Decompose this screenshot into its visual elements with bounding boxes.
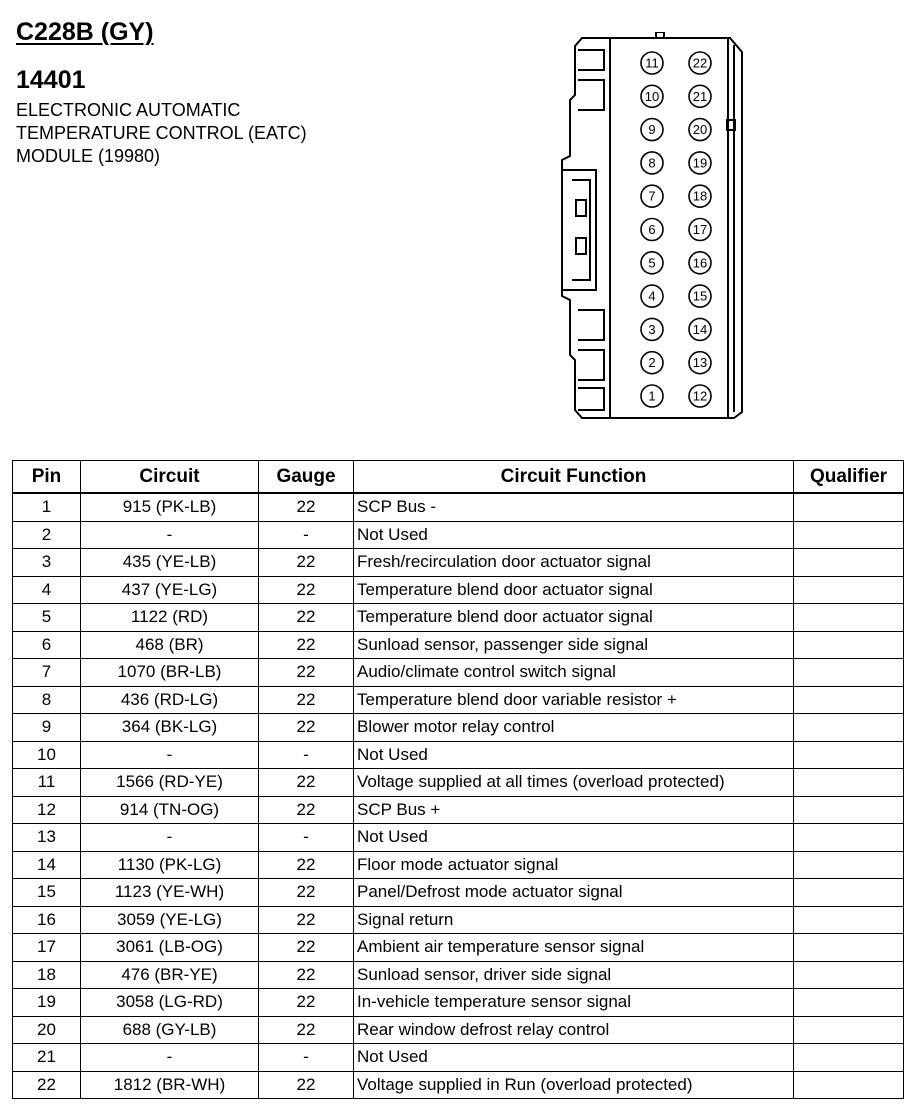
pin-cell: 5 (13, 604, 81, 632)
table-row (13, 1071, 904, 1099)
function-cell: In-vehicle temperature sensor signal (354, 989, 794, 1017)
module-description-line-2: TEMPERATURE CONTROL (EATC) (16, 123, 307, 143)
pin-cell: 21 (13, 1044, 81, 1072)
table-row (13, 659, 904, 687)
pin-cell: 18 (13, 961, 81, 989)
circuit-cell: 3061 (LB-OG) (81, 934, 259, 962)
gauge-cell: 22 (259, 686, 354, 714)
header-qualifier: Qualifier (794, 461, 904, 494)
table-row (13, 989, 904, 1017)
circuit-cell: 435 (YE-LB) (81, 549, 259, 577)
circuit-cell: 1566 (RD-YE) (81, 769, 259, 797)
pin-cavity-label: 18 (692, 188, 708, 204)
part-number: 14401 (16, 66, 86, 94)
qualifier-cell (794, 989, 904, 1017)
function-cell: SCP Bus - (354, 493, 794, 521)
gauge-cell: 22 (259, 714, 354, 742)
pin-cell: 7 (13, 659, 81, 687)
pin-cavity-label: 13 (692, 355, 708, 371)
pin-cell: 13 (13, 824, 81, 852)
qualifier-cell (794, 1071, 904, 1099)
function-cell: Floor mode actuator signal (354, 851, 794, 879)
qualifier-cell (794, 493, 904, 521)
table-row (13, 879, 904, 907)
pin-cavity-label: 8 (648, 155, 656, 171)
table-row (13, 906, 904, 934)
table-row (13, 769, 904, 797)
table-row (13, 631, 904, 659)
gauge-cell: 22 (259, 1016, 354, 1044)
qualifier-cell (794, 521, 904, 549)
pin-cell: 17 (13, 934, 81, 962)
qualifier-cell (794, 879, 904, 907)
qualifier-cell (794, 824, 904, 852)
circuit-cell: - (81, 1044, 259, 1072)
pin-cell: 8 (13, 686, 81, 714)
pin-cavity-label: 22 (692, 55, 708, 71)
pin-cavity-label: 3 (648, 321, 656, 337)
pin-cavity-label: 9 (648, 122, 656, 138)
gauge-cell: 22 (259, 961, 354, 989)
gauge-cell: 22 (259, 576, 354, 604)
qualifier-cell (794, 604, 904, 632)
function-cell: Not Used (354, 521, 794, 549)
pin-cavity-label: 12 (692, 388, 708, 404)
qualifier-cell (794, 961, 904, 989)
qualifier-cell (794, 686, 904, 714)
pin-cell: 20 (13, 1016, 81, 1044)
circuit-cell: - (81, 824, 259, 852)
header-pin: Pin (13, 461, 81, 494)
pin-cavity-label: 21 (692, 88, 708, 104)
header-circuit: Circuit (81, 461, 259, 494)
circuit-cell: 1122 (RD) (81, 604, 259, 632)
table-row (13, 1044, 904, 1072)
pin-cavity-label: 10 (644, 88, 660, 104)
circuit-cell: 1070 (BR-LB) (81, 659, 259, 687)
pin-cavity-label: 1 (648, 388, 656, 404)
circuit-cell: 476 (BR-YE) (81, 961, 259, 989)
function-cell: Ambient air temperature sensor signal (354, 934, 794, 962)
qualifier-cell (794, 741, 904, 769)
pin-cell: 14 (13, 851, 81, 879)
table-row (13, 686, 904, 714)
pin-cell: 4 (13, 576, 81, 604)
gauge-cell: - (259, 521, 354, 549)
pin-cavity-label: 20 (692, 122, 708, 138)
gauge-cell: 22 (259, 879, 354, 907)
table-row (13, 604, 904, 632)
gauge-cell: 22 (259, 549, 354, 577)
gauge-cell: 22 (259, 906, 354, 934)
table-row (13, 741, 904, 769)
circuit-cell: 1123 (YE-WH) (81, 879, 259, 907)
pin-cell: 9 (13, 714, 81, 742)
circuit-cell: 1812 (BR-WH) (81, 1071, 259, 1099)
table-row (13, 549, 904, 577)
qualifier-cell (794, 934, 904, 962)
circuit-cell: 364 (BK-LG) (81, 714, 259, 742)
table-header-row (13, 461, 904, 494)
pin-cavity-label: 6 (648, 222, 656, 237)
function-cell: Rear window defrost relay control (354, 1016, 794, 1044)
gauge-cell: - (259, 824, 354, 852)
gauge-cell: 22 (259, 796, 354, 824)
gauge-cell: - (259, 741, 354, 769)
qualifier-cell (794, 714, 904, 742)
function-cell: Sunload sensor, driver side signal (354, 961, 794, 989)
qualifier-cell (794, 631, 904, 659)
circuit-cell: 688 (GY-LB) (81, 1016, 259, 1044)
qualifier-cell (794, 576, 904, 604)
qualifier-cell (794, 1044, 904, 1072)
pin-cell: 2 (13, 521, 81, 549)
circuit-cell: 3058 (LG-RD) (81, 989, 259, 1017)
pin-cavity-label: 16 (692, 255, 708, 271)
table-row (13, 521, 904, 549)
pin-cell: 3 (13, 549, 81, 577)
function-cell: Not Used (354, 741, 794, 769)
qualifier-cell (794, 659, 904, 687)
function-cell: Fresh/recirculation door actuator signal (354, 549, 794, 577)
table-row (13, 1016, 904, 1044)
table-row (13, 796, 904, 824)
table-row (13, 824, 904, 852)
pin-cavity-label: 7 (648, 188, 656, 204)
gauge-cell: 22 (259, 604, 354, 632)
pinout-table (12, 460, 904, 1099)
pin-cell: 19 (13, 989, 81, 1017)
connector-id: C228B (GY) (16, 18, 154, 46)
gauge-cell: 22 (259, 851, 354, 879)
function-cell: Not Used (354, 1044, 794, 1072)
module-description-line-3: MODULE (19980) (16, 146, 161, 166)
gauge-cell: 22 (259, 934, 354, 962)
pin-cell: 1 (13, 493, 81, 521)
gauge-cell: 22 (259, 1071, 354, 1099)
function-cell: Voltage supplied in Run (overload protected) (354, 1071, 794, 1099)
circuit-cell: 468 (BR) (81, 631, 259, 659)
function-cell: SCP Bus + (354, 796, 794, 824)
table-row (13, 576, 904, 604)
function-cell: Voltage supplied at all times (overload protected) (354, 769, 794, 797)
function-cell: Blower motor relay control (354, 714, 794, 742)
gauge-cell: 22 (259, 631, 354, 659)
gauge-cell: 22 (259, 493, 354, 521)
qualifier-cell (794, 769, 904, 797)
circuit-cell: 1130 (PK-LG) (81, 851, 259, 879)
circuit-cell: - (81, 521, 259, 549)
function-cell: Audio/climate control switch signal (354, 659, 794, 687)
function-cell: Sunload sensor, passenger side signal (354, 631, 794, 659)
gauge-cell: 22 (259, 769, 354, 797)
function-cell: Temperature blend door actuator signal (354, 604, 794, 632)
circuit-cell: 914 (TN-OG) (81, 796, 259, 824)
qualifier-cell (794, 1016, 904, 1044)
pin-cavity-label: 11 (645, 55, 659, 71)
qualifier-cell (794, 906, 904, 934)
function-cell: Signal return (354, 906, 794, 934)
pin-cavity-label: 14 (692, 321, 708, 337)
function-cell: Not Used (354, 824, 794, 852)
circuit-cell: 437 (YE-LG) (81, 576, 259, 604)
table-row (13, 961, 904, 989)
circuit-cell: - (81, 741, 259, 769)
circuit-cell: 436 (RD-LG) (81, 686, 259, 714)
function-cell: Panel/Defrost mode actuator signal (354, 879, 794, 907)
pin-cavity-label: 2 (648, 355, 656, 371)
table-row (13, 934, 904, 962)
pin-cavity-label: 4 (648, 288, 656, 304)
pin-cell: 16 (13, 906, 81, 934)
pin-cell: 22 (13, 1071, 81, 1099)
table-row (13, 714, 904, 742)
table-row (13, 493, 904, 521)
pin-cavity-label: 5 (648, 255, 656, 271)
pin-cell: 10 (13, 741, 81, 769)
pin-cell: 12 (13, 796, 81, 824)
pin-cell: 11 (13, 769, 81, 797)
gauge-cell: - (259, 1044, 354, 1072)
gauge-cell: 22 (259, 989, 354, 1017)
circuit-cell: 915 (PK-LB) (81, 493, 259, 521)
pin-cell: 6 (13, 631, 81, 659)
qualifier-cell (794, 851, 904, 879)
header-gauge: Gauge (259, 461, 354, 494)
function-cell: Temperature blend door variable resistor + (354, 686, 794, 714)
module-description-line-1: ELECTRONIC AUTOMATIC (16, 100, 241, 120)
pin-cell: 15 (13, 879, 81, 907)
function-cell: Temperature blend door actuator signal (354, 576, 794, 604)
header-circuit-function: Circuit Function (354, 461, 794, 494)
pin-cavity-label: 19 (692, 155, 708, 171)
qualifier-cell (794, 549, 904, 577)
circuit-cell: 3059 (YE-LG) (81, 906, 259, 934)
table-row (13, 851, 904, 879)
connector-face-diagram (558, 32, 758, 424)
gauge-cell: 22 (259, 659, 354, 687)
pin-cavity-label: 15 (692, 288, 708, 304)
pin-cavity-label: 17 (692, 222, 708, 237)
qualifier-cell (794, 796, 904, 824)
